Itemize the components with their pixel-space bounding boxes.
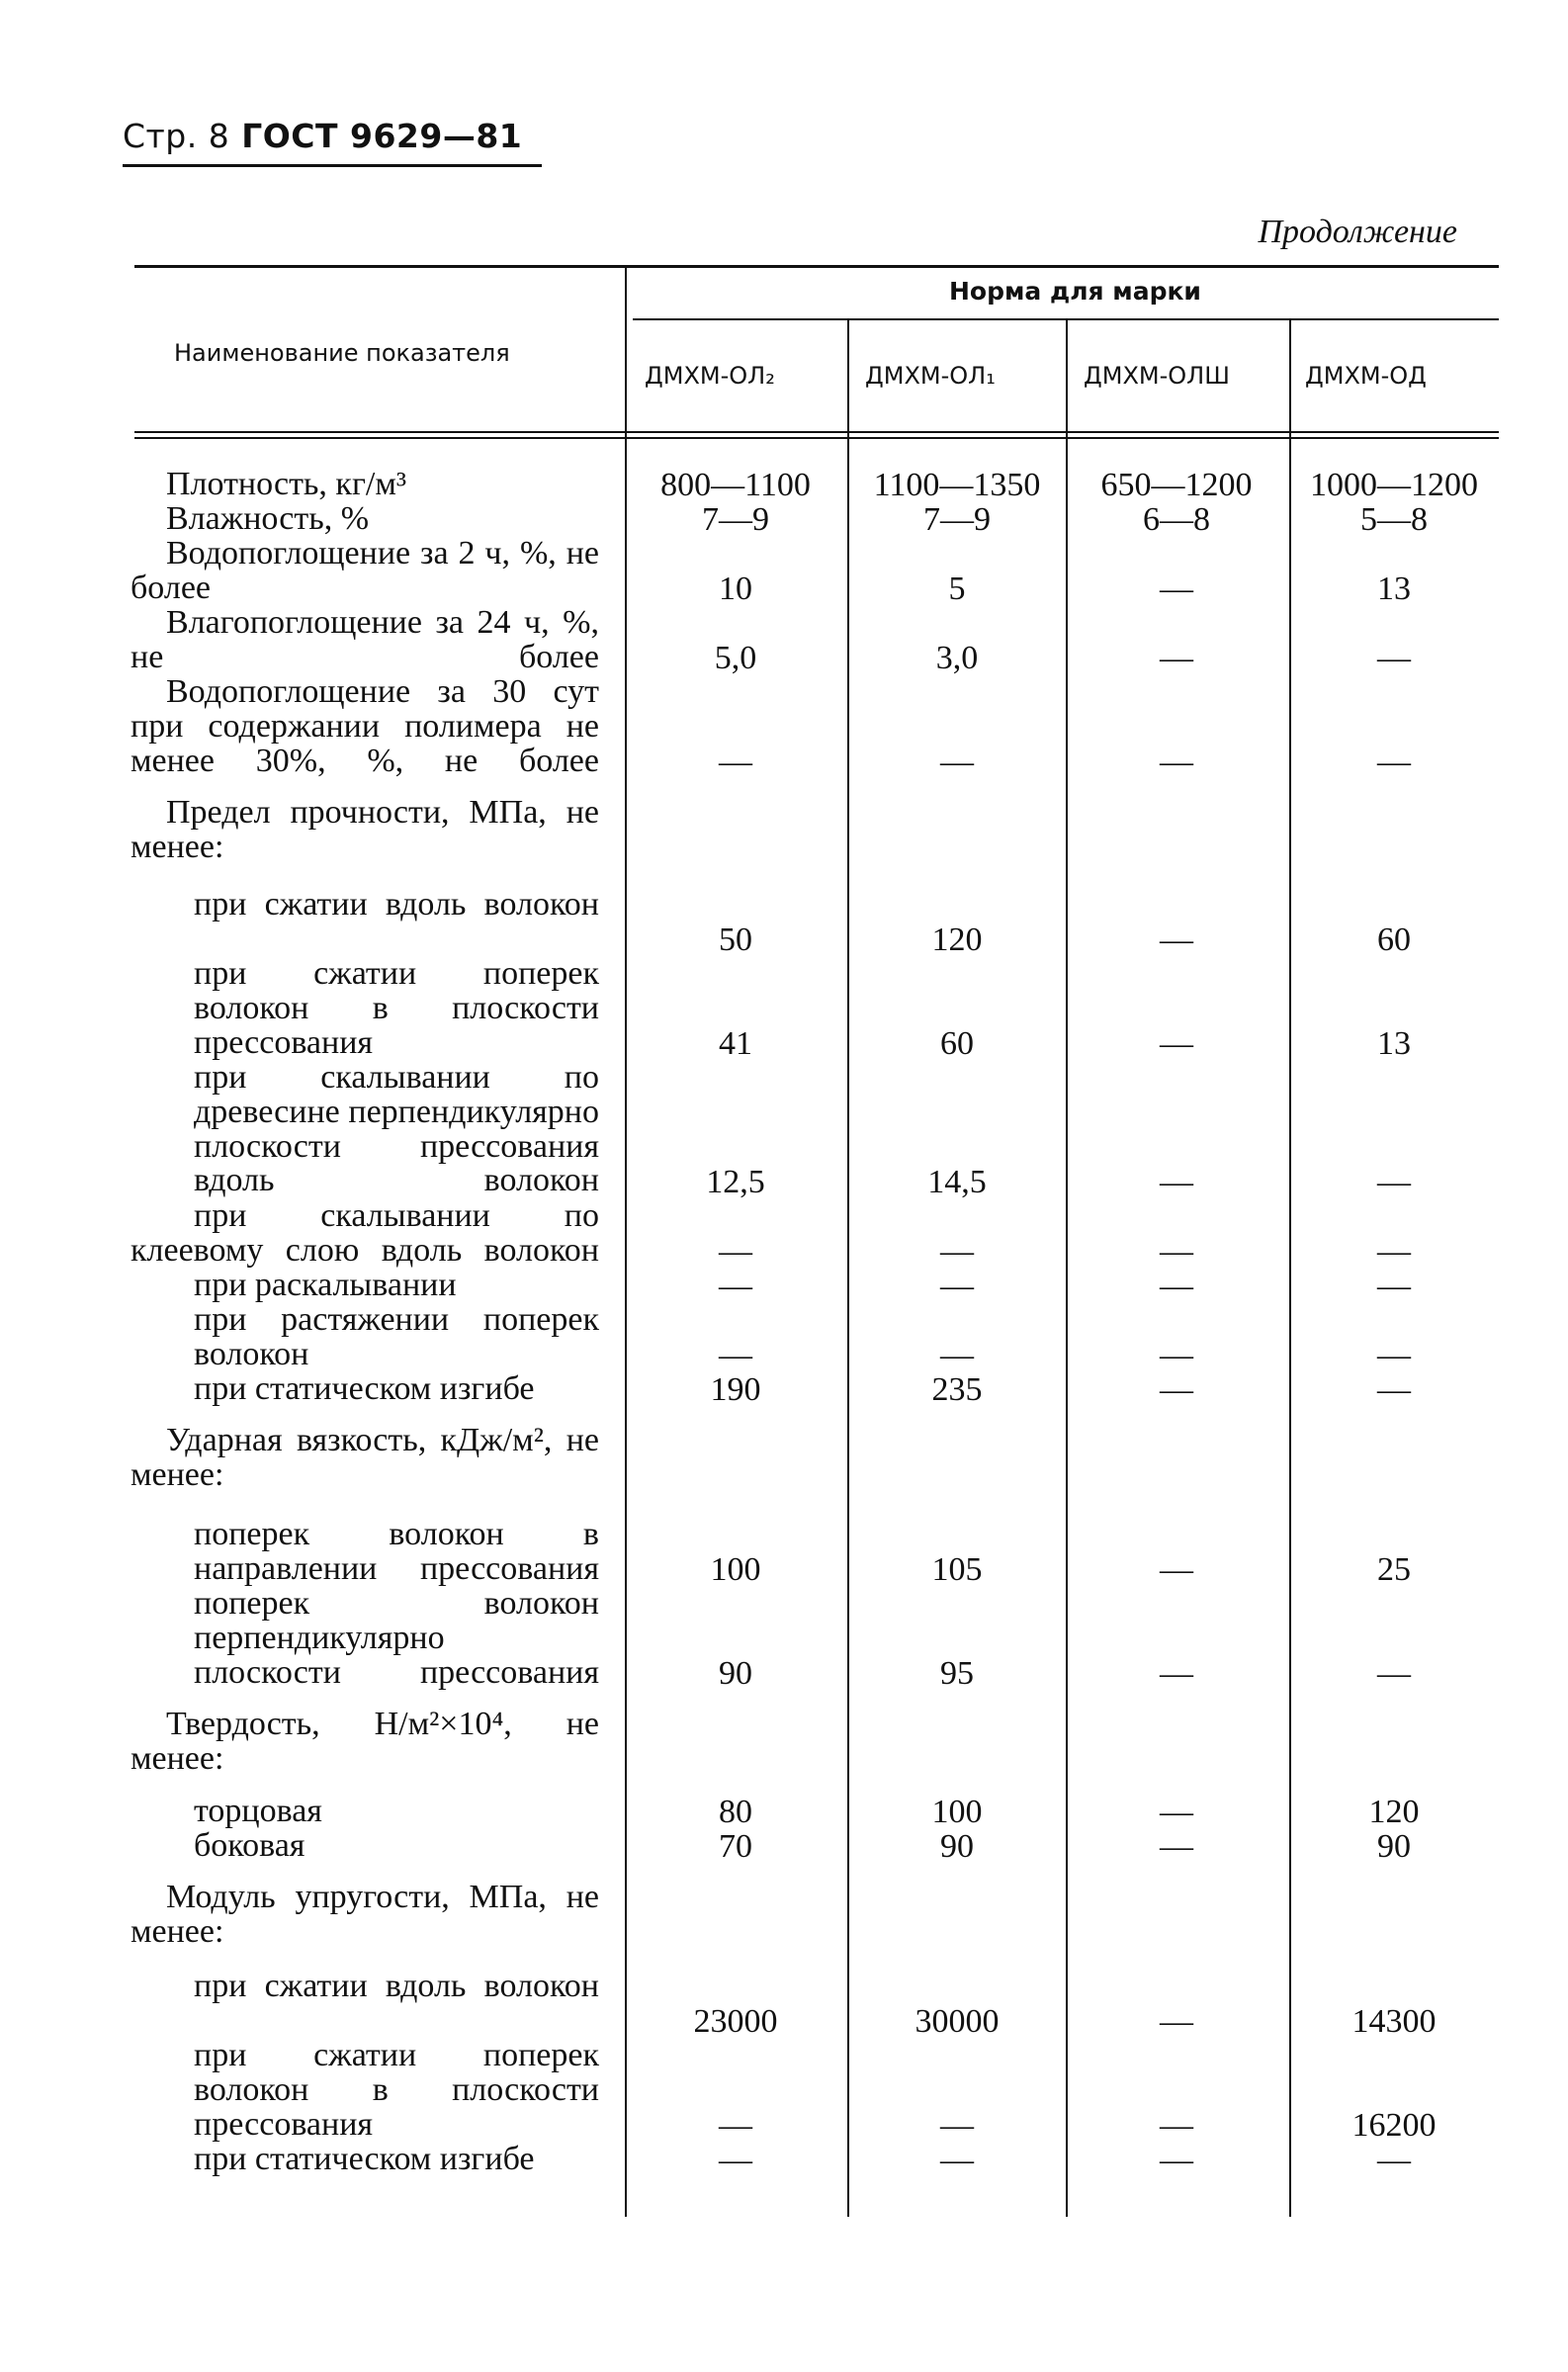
- table-top-rule: [134, 265, 1499, 268]
- cell: —: [1377, 1233, 1411, 1270]
- cell: 1100—1350: [873, 467, 1041, 503]
- row-label-tension-across: при растяжении поперек волокон: [194, 1301, 599, 1372]
- cell: —: [1160, 1268, 1193, 1304]
- row-label-modulus-compression-along: при сжатии вдоль волокон: [194, 1968, 599, 2004]
- cell: —: [1160, 1025, 1193, 1062]
- cell: 90: [940, 1828, 974, 1865]
- cell: 23000: [693, 2003, 778, 2040]
- cell: 90: [719, 1655, 752, 1692]
- column-header-1: ДМХМ-ОЛ₂: [645, 362, 775, 390]
- row-label-moisture-absorption-24h: Влагопоглощение за 24 ч, %, не более: [131, 604, 599, 675]
- cell: 25: [1377, 1551, 1411, 1588]
- cell: —: [1160, 1164, 1193, 1200]
- cell: —: [1377, 1268, 1411, 1304]
- cell: 5—8: [1360, 501, 1428, 538]
- cell: —: [1377, 1371, 1411, 1408]
- cell: 5: [948, 571, 966, 607]
- cell: —: [1160, 1551, 1193, 1588]
- cell: —: [1160, 2142, 1193, 2178]
- row-label-water-absorption-30d: Водопоглощение за 30 сут при содержании полимера не менее 30%, %, не более: [131, 673, 599, 779]
- cell: 70: [719, 1828, 752, 1865]
- section-label-elastic-modulus: Модуль упругости, МПа, не менее:: [131, 1879, 599, 1950]
- cell: 6—8: [1143, 501, 1210, 538]
- cell: —: [1377, 640, 1411, 676]
- row-label-compression-across: при сжатии поперек волокон в плоскости прессования: [194, 955, 599, 1061]
- cell: 16200: [1351, 2107, 1437, 2144]
- cell: —: [940, 1233, 974, 1270]
- cell: —: [1160, 1794, 1193, 1830]
- row-label-impact-perpendicular: поперек волокон перпендикулярно плоскости прессования: [194, 1585, 599, 1691]
- cell: —: [719, 1233, 752, 1270]
- cell: —: [1160, 2107, 1193, 2144]
- section-label-strength: Предел прочности, МПа, не менее:: [131, 794, 599, 865]
- cell: —: [1377, 1337, 1411, 1373]
- standard-code: ГОСТ 9629—81: [241, 117, 523, 155]
- cell: —: [1160, 1371, 1193, 1408]
- page-header: [123, 117, 522, 155]
- column-header-3: ДМХМ-ОЛШ: [1084, 362, 1230, 390]
- cell: 800—1100: [660, 467, 811, 503]
- cell: —: [1160, 1655, 1193, 1692]
- cell: 30000: [915, 2003, 1000, 2040]
- cell: 13: [1377, 1025, 1411, 1062]
- row-label-moisture: Влажность, %: [166, 500, 370, 537]
- row-label-compression-along: при сжатии вдоль волокон: [194, 886, 599, 922]
- cell: 120: [1368, 1794, 1420, 1830]
- column-header-2: ДМХМ-ОЛ₁: [865, 362, 996, 390]
- cell: 1000—1200: [1310, 467, 1478, 503]
- cell: 60: [1377, 922, 1411, 958]
- cell: 14300: [1351, 2003, 1437, 2040]
- cell: 105: [931, 1551, 983, 1588]
- continuation-label: Продолжение: [1258, 214, 1457, 250]
- row-label-shear-wood: при скалывании по древесине перпендикулярно плоскости прессования вдоль волокон: [194, 1059, 599, 1199]
- cell: 7—9: [702, 501, 769, 538]
- cell: 190: [710, 1371, 761, 1408]
- row-label-side-hardness: боковая: [194, 1827, 305, 1864]
- cell: —: [1160, 1337, 1193, 1373]
- section-label-impact-strength: Ударная вязкость, кДж/м², не менее:: [131, 1422, 599, 1493]
- cell: 60: [940, 1025, 974, 1062]
- cell: —: [719, 1337, 752, 1373]
- row-label-static-bending: при статическом изгибе: [194, 1370, 535, 1407]
- header-bottom-rule-2: [134, 437, 1499, 439]
- cell: 7—9: [923, 501, 991, 538]
- cell: —: [719, 2107, 752, 2144]
- cell: 50: [719, 922, 752, 958]
- cell: —: [940, 744, 974, 780]
- row-label-density: Плотность, кг/м³: [166, 466, 407, 502]
- cell: —: [719, 744, 752, 780]
- cell: —: [1160, 1828, 1193, 1865]
- cell: 120: [931, 922, 983, 958]
- cell: 650—1200: [1100, 467, 1253, 503]
- row-label-modulus-compression-across: при сжатии поперек волокон в плоскости прессования: [194, 2037, 599, 2143]
- cell: 90: [1377, 1828, 1411, 1865]
- cell: 41: [719, 1025, 752, 1062]
- group-header: Норма для марки: [949, 277, 1201, 306]
- cell: —: [1377, 1655, 1411, 1692]
- cell: 10: [719, 571, 752, 607]
- cell: —: [1377, 2142, 1411, 2178]
- cell: —: [940, 2107, 974, 2144]
- header-bottom-rule-1: [134, 431, 1499, 433]
- cell: —: [1377, 1164, 1411, 1200]
- row-label-modulus-static-bending: при статическом изгибе: [194, 2141, 535, 2177]
- row-label-splitting: при раскалывании: [194, 1267, 457, 1303]
- cell: —: [940, 2142, 974, 2178]
- cell: —: [1160, 571, 1193, 607]
- cell: —: [940, 1268, 974, 1304]
- cell: 13: [1377, 571, 1411, 607]
- column-header-4: ДМХМ-ОД: [1305, 362, 1427, 390]
- row-label-shear-glue: при скалывании по клеевому слою вдоль волокон: [131, 1197, 599, 1269]
- name-column-header: Наименование показателя: [174, 339, 510, 367]
- cell: —: [1377, 744, 1411, 780]
- cell: 3,0: [935, 640, 979, 676]
- row-label-end-hardness: торцовая: [194, 1793, 322, 1829]
- page-number: Стр. 8: [123, 117, 230, 155]
- cell: —: [1160, 1233, 1193, 1270]
- header-rule: [123, 164, 542, 167]
- cell: —: [1160, 744, 1193, 780]
- cell: —: [719, 2142, 752, 2178]
- cell: 100: [710, 1551, 761, 1588]
- cell: 12,5: [706, 1164, 765, 1200]
- cell: 14,5: [927, 1164, 987, 1200]
- cell: 5,0: [714, 640, 757, 676]
- cell: 95: [940, 1655, 974, 1692]
- cell: —: [719, 1268, 752, 1304]
- row-label-impact-along-pressing: поперек волокон в направлении прессования: [194, 1516, 599, 1587]
- cell: 235: [931, 1371, 983, 1408]
- cell: 80: [719, 1794, 752, 1830]
- cell: 100: [931, 1794, 983, 1830]
- cell: —: [1160, 922, 1193, 958]
- section-label-hardness: Твердость, Н/м²×10⁴, не менее:: [131, 1706, 599, 1777]
- cell: —: [1160, 640, 1193, 676]
- row-label-water-absorption-2h: Водопоглощение за 2 ч, %, не более: [131, 535, 599, 606]
- cell: —: [940, 1337, 974, 1373]
- cell: —: [1160, 2003, 1193, 2040]
